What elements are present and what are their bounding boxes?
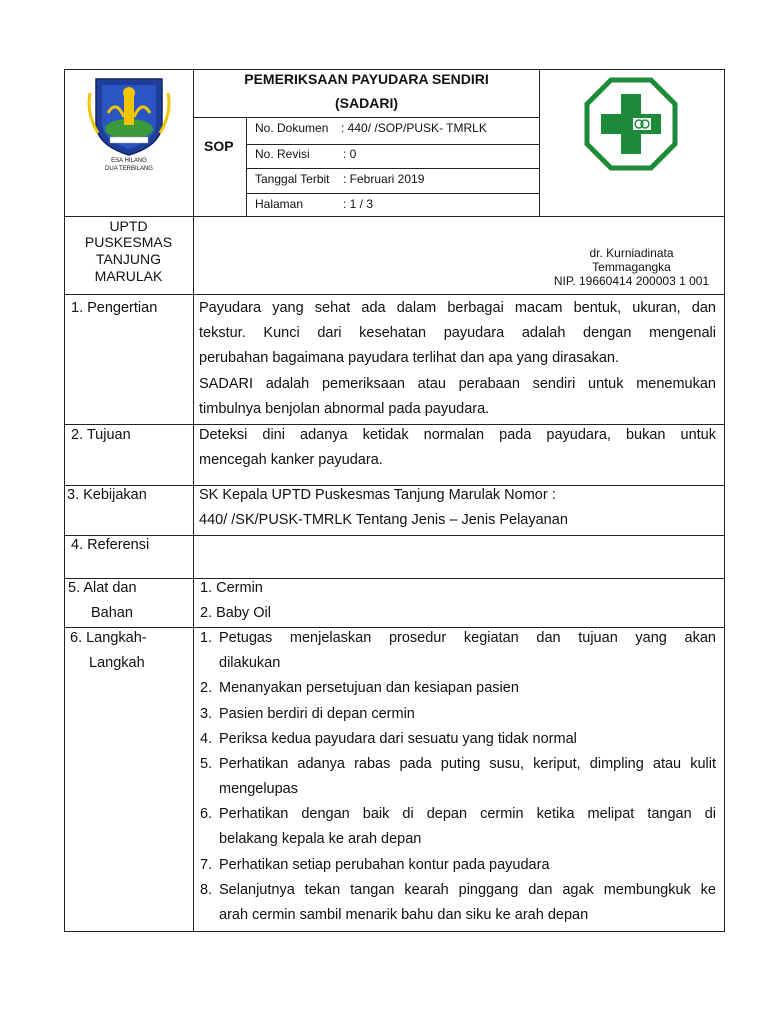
step-number: 8. — [200, 882, 213, 898]
step-text: Menanyakan persetujuan dan kesiapan pasien — [219, 680, 519, 696]
org-line3: TANJUNG — [95, 251, 162, 267]
section-label-pengertian: 1. Pengertian — [71, 300, 158, 316]
section-label-tujuan: 2. Tujuan — [71, 427, 131, 443]
pengertian-line: SADARI adalah pemeriksaan atau perabaan sendiri untuk menemukan — [199, 376, 716, 392]
step-number: 3. — [200, 706, 213, 722]
sop-label: SOP — [204, 138, 234, 154]
step-text: Selanjutnya tekan tangan kearah pinggang dan agak membungkuk ke — [219, 882, 716, 898]
page-label: Halaman — [255, 197, 304, 211]
step-text: Petugas menjelaskan prosedur kegiatan dan tujuan yang akan — [219, 630, 716, 646]
org-line1: UPTD — [109, 218, 148, 234]
org-line2: PUSKESMAS — [84, 234, 173, 250]
step-text: mengelupas — [219, 781, 298, 797]
kebijakan-line: 440/ /SK/PUSK-TMRLK Tentang Jenis – Jenis Pelayanan — [199, 512, 568, 528]
regional-emblem-icon — [84, 73, 174, 157]
signatory-name-line1: dr. Kurniadinata — [589, 246, 674, 260]
kebijakan-line: SK Kepala UPTD Puskesmas Tanjung Marulak Nomor : — [199, 487, 556, 503]
logo-motto-line2: DUA TERBILANG — [105, 166, 153, 172]
issue-date-value: : Februari 2019 — [343, 172, 425, 186]
step-number: 6. — [200, 806, 213, 822]
issue-date-label: Tanggal Terbit — [255, 172, 330, 186]
section-label-langkah-line2: Langkah — [89, 655, 145, 671]
step-number: 5. — [200, 756, 213, 772]
step-number: 1. — [200, 630, 213, 646]
alat-item-baby-oil: 2. Baby Oil — [200, 605, 271, 621]
step-number: 4. — [200, 731, 213, 747]
pengertian-line: timbulnya benjolan abnormal pada payudara. — [199, 401, 490, 417]
pengertian-line: Payudara yang sehat ada dalam berbagai macam bentuk, ukuran, dan — [199, 300, 716, 316]
step-text: Perhatikan adanya rabas pada puting susu, keriput, dimpling atau kulit — [219, 756, 716, 772]
tujuan-line: Deteksi dini adanya ketidak normalan pada payudara, bukan untuk — [199, 427, 716, 443]
alat-item-cermin: 1. Cermin — [200, 580, 263, 596]
section-label-kebijakan: 3. Kebijakan — [67, 487, 147, 503]
section-label-alat: 5. Alat dan — [68, 580, 137, 596]
step-text: arah cermin sambil menarik bahu dan siku ke arah depan — [219, 907, 589, 923]
step-number: 2. — [200, 680, 213, 696]
step-text: Pasien berdiri di depan cermin — [219, 706, 415, 722]
revision-label: No. Revisi — [255, 147, 310, 161]
revision-value: : 0 — [343, 147, 357, 161]
org-line4: MARULAK — [94, 268, 163, 284]
step-text: dilakukan — [219, 655, 281, 671]
signatory-nip: NIP. 19660414 200003 1 001 — [553, 274, 710, 288]
puskesmas-logo — [583, 76, 679, 172]
doc-number-value: : 440/ /SOP/PUSK- TMRLK — [341, 121, 487, 135]
section-label-langkah: 6. Langkah- — [70, 630, 147, 646]
step-text: Periksa kedua payudara dari sesuatu yang tidak normal — [219, 731, 577, 747]
step-text: belakang kepala ke arah depan — [219, 831, 422, 847]
section-label-alat-line2: Bahan — [91, 605, 133, 621]
step-text: Perhatikan setiap perubahan kontur pada payudara — [219, 857, 550, 873]
document-title-subtitle: (SADARI) — [335, 95, 398, 111]
step-number: 7. — [200, 857, 213, 873]
section-label-referensi: 4. Referensi — [71, 537, 150, 553]
doc-number-label: No. Dokumen — [255, 121, 329, 135]
tujuan-line: mencegah kanker payudara. — [199, 452, 383, 468]
regional-logo — [84, 73, 174, 183]
logo-motto-line1: ESA HILANG — [111, 158, 147, 164]
signatory-name-line2: Temmagangka — [592, 260, 671, 274]
page-value: : 1 / 3 — [343, 197, 374, 211]
pengertian-line: tekstur. Kunci dari kesehatan payudara adalah dengan mengenali — [199, 325, 716, 341]
document-title: PEMERIKSAAN PAYUDARA SENDIRI — [244, 71, 489, 87]
puskesmas-cross-icon — [583, 76, 679, 172]
step-text: Perhatikan dengan baik di depan cermin ketika melipat tangan di — [219, 806, 716, 822]
pengertian-line: perubahan bagaimana payudara terlihat dan apa yang dirasakan. — [199, 350, 620, 366]
